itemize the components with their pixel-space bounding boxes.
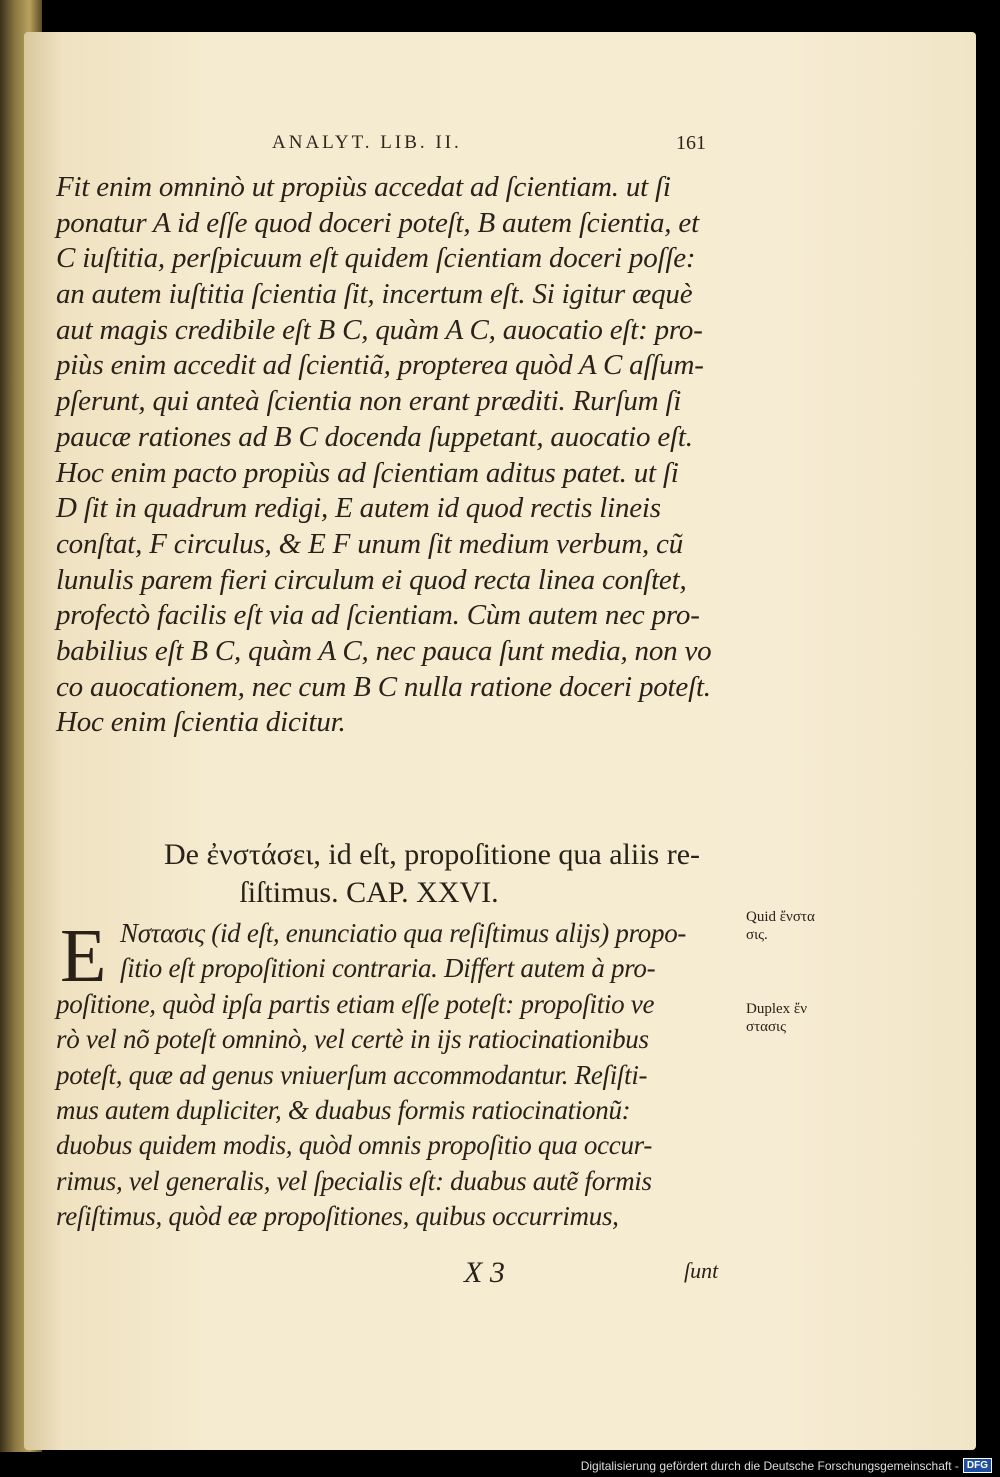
marginal-note-line: Quid ἔνστα [746, 909, 815, 925]
book-page [24, 32, 976, 1450]
text-line: Hoc enim ſcientia dicitur. [56, 706, 346, 739]
catchword: ſunt [684, 1258, 719, 1283]
text-line: D ſit in quadrum redigi, E autem id quod rectis lineis [56, 492, 661, 525]
chapter-heading-line: ſiſtimus. CAP. XXVI. [239, 876, 499, 909]
text-line: rimus, vel generalis, vel ſpecialis eſt: duabus autẽ formis [56, 1165, 652, 1196]
running-title: ANALYT. LIB. II. [272, 132, 462, 153]
digitization-credit [581, 1458, 992, 1473]
text-line: Fit enim omninò ut propiùs accedat ad ſcientiam. ut ſi [56, 171, 671, 203]
text-line: Hoc enim pacto propiùs ad ſcientiam aditus patet. ut ſi [56, 456, 679, 489]
chapter-heading-line: De ἐνστάσει, id eſt, propoſitione qua aliis re- [164, 838, 701, 871]
text-line: ſitio eſt propoſitioni contraria. Differt autem à pro- [120, 953, 656, 984]
chapter-text-block [56, 916, 776, 1235]
marginal-note [746, 908, 815, 944]
signature-mark: X 3 [464, 1256, 505, 1289]
text-line: C iuſtitia, perſpicuum eſt quidem ſcientiam doceri poſſe: [56, 242, 696, 275]
text-line: Nστασις (id eſt, enunciatio qua reſiſtimus alijs) propo- [120, 918, 687, 948]
marginal-note-line: στασις [746, 1019, 787, 1035]
text-line: paucæ rationes ad B C docenda ſuppetant, auocatio eſt. [56, 420, 693, 453]
credit-text: Digitalisierung gefördert durch die Deutsche Forschungsgemeinschaft - [580, 1458, 959, 1473]
text-line: lunulis parem fieri circulum ei quod recta linea conſtet, [56, 563, 687, 596]
text-line: aut magis credibile eſt B C, quàm A C, auocatio eſt: pro- [56, 313, 703, 346]
text-line: conſtat, F circulus, & E F unum ſit medium verbum, cũ [56, 527, 684, 560]
text-line: pſerunt, qui anteà ſcientia non erant præditi. Rurſum ſi [56, 385, 682, 418]
dfg-logo: DFG [963, 1458, 992, 1473]
drop-cap: E [60, 914, 107, 998]
chapter-heading [124, 836, 701, 912]
text-line: an autem iuſtitia ſcientia ſit, incertum eſt. Si igitur æquè [56, 278, 693, 311]
text-line: reſiſtimus, quòd eæ propoſitiones, quibus occurrimus, [56, 1201, 619, 1232]
text-line: mus autem dupliciter, & duabus formis ratiocinationũ: [56, 1094, 631, 1125]
text-line: profectò facilis eſt via ad ſcientiam. Cùm autem nec pro- [56, 599, 700, 632]
marginal-note-line: Duplex ἔν [746, 1001, 807, 1017]
main-text-block [56, 170, 776, 741]
marginal-note [746, 1000, 807, 1036]
text-line: poſitione, quòd ipſa partis etiam eſſe poteſt: propoſitio ve [56, 988, 655, 1019]
text-line: ponatur A id eſſe quod doceri poteſt, B autem ſcientia, et [56, 206, 699, 239]
text-line: babilius eſt B C, quàm A C, nec pauca ſunt media, non vo [56, 634, 712, 667]
text-line: co auocationem, nec cum B C nulla ratione doceri poteſt. [56, 670, 711, 703]
text-line: duobus quidem modis, quòd omnis propoſitio qua occur- [56, 1130, 653, 1161]
text-line: rò vel nõ poteſt omninò, vel certè in ijs ratiocinationibus [56, 1024, 649, 1055]
page-number: 161 [676, 132, 706, 154]
marginal-note-line: σις. [746, 927, 768, 943]
text-line: piùs enim accedit ad ſcientiã, propterea quòd A C aſſum- [56, 349, 704, 382]
text-line: poteſt, quæ ad genus vniuerſum accommodantur. Reſiſti- [56, 1059, 648, 1090]
